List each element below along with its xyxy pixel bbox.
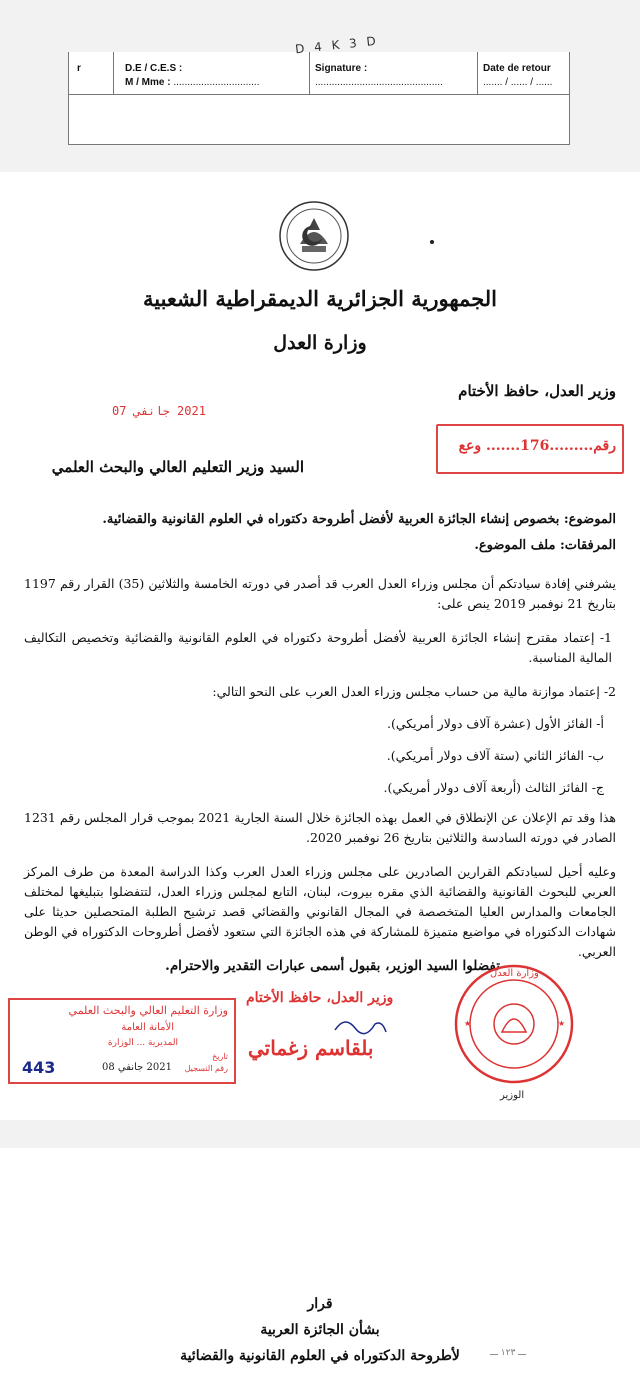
ministry-seal-icon [452,962,576,1086]
receipt-stamp [8,998,236,1084]
letter-page [0,172,640,1120]
svg-text:★: ★ [558,1019,566,1028]
receipt-stamp-line-3: المديرية ... الوزارة [107,1038,178,1048]
seal-top-text: وزارة العدل [490,968,539,979]
dot-mark [430,240,434,244]
paragraph-3: وعليه أحيل لسيادتكم القرارين الصادرين على مجلس وزراء العدل العرب وكذا الدراسة المعدة من طرف المركز العربي للبحوث القانونية والقضائية الذي مقره بيروت، لبنان، التابع لمجلس وزراء العدل، لتتفضلوا بتبليغها لمختلف الجامعات والمدارس العليا المتخصصة في المجال القانوني والقضائي قصد ترشيح الطلبة المتحصلين حديثا على شهادات الدكتوراه في مواضيع متميزة للمشاركة في هذه الجائزة التي ستعود لأفضل أطروحات الدكتوراه في الوطن العربي. [24,864,616,959]
signature-name: بلقاسم زغماتي [248,1036,374,1060]
recipient: السيد وزير التعليم العالي والبحث العلمي [51,458,304,476]
svg-text:★: ★ [464,1019,472,1028]
decision-margin-note: ـــ ١٢٣ ـــ [490,1348,527,1358]
republic-title: الجمهورية الجزائرية الديمقراطية الشعبية [142,286,497,311]
slip-partial-handwriting: D 4 K 3 D [294,33,380,57]
paragraph-1: يشرفني إفادة سيادتكم أن مجلس وزراء العدل العرب قد أصدر في دورته الخامسة والثلاثين (35) القرار رقم 1197 بتاريخ 21 نوفمبر 2019 ينص على: [24,576,616,611]
closing-line: تفضلوا السيد الوزير، بقبول أسمى عبارات التقدير والاحترام. [165,958,500,974]
receipt-stamp-line-1: وزارة التعليم العالي والبحث العلمي [68,1004,228,1017]
slip-col-left-glyph: r [77,63,81,74]
slip-col-left [69,52,114,95]
slip-col-date-retour [477,52,569,95]
item-2: 2- إعتماد موازنة مالية من حساب مجلس وزراء العدل العرب على النحو التالي: [212,684,616,699]
date-retour-label: Date de retour [483,63,551,74]
signature-label: Signature : [315,63,368,74]
subject: الموضوع: بخصوص إنشاء الجائزة العربية لأفضل أطروحة دكتوراه في العلوم القانونية والقضائية. [102,512,616,527]
algeria-emblem-icon [278,200,350,272]
receipt-stamp-num-label: رقم التسجيل [184,1064,228,1073]
slip-col-signature [309,52,478,95]
sender-line: وزير العدل، حافظ الأختام [458,382,616,400]
mm-row [125,77,259,88]
attachments: المرفقات: ملف الموضوع. [474,538,616,553]
receipt-stamp-date: 2021 جانفي 08 [102,1062,172,1073]
receipt-stamp-line-2: الأمانة العامة [121,1022,174,1033]
paragraph-2: هذا وقد تم الإعلان عن الإنطلاق في العمل بهذه الجائزة خلال السنة الجارية 2021 بموجب قرار المجلس رقم 1231 الصادر في دورته السادسة والثلاثين بتاريخ 26 نوفمبر 2020. [24,810,616,845]
prize-c: ج- الفائز الثالث (أربعة آلاف دولار أمريكي). [383,780,604,795]
decision-page [0,1148,640,1386]
reference-number-stamp [436,424,624,474]
prize-b: ب- الفائز الثاني (ستة آلاف دولار أمريكي). [386,748,604,763]
signature-dots: .............................................. [315,77,443,88]
mm-dots: ............................... [173,77,260,88]
routing-slip [68,33,570,145]
slip-col-de-ces [113,52,310,95]
ministry-title: وزارة العدل [273,332,367,354]
mm-label: M / Mme : [125,77,171,88]
date-retour-value: ....... / ...... / ...... [483,77,553,88]
receipt-stamp-number: 443 [22,1058,56,1077]
seal-bottom-text: الوزير [500,1090,525,1101]
item-1: 1- إعتماد مقترح إنشاء الجائزة العربية لأفضل أطروحة دكتوراه في العلوم القانونية والقضائية وتخصيص التكاليف المالية المناسبة. [24,630,612,665]
de-ces-label: D.E / C.E.S : [125,63,183,74]
decision-line-2: لأطروحة الدكتوراه في العلوم القانونية والقضائية [180,1348,460,1364]
ministry-seal [452,962,576,1101]
receipt-stamp-date-label: تاريخ [212,1052,228,1061]
signature-title: وزير العدل، حافظ الأختام [246,990,394,1006]
prize-a: أ- الفائز الأول (عشرة آلاف دولار أمريكي). [386,716,604,731]
decision-title: قرار [307,1296,333,1312]
decision-line-1: بشأن الجائزة العربية [260,1322,380,1338]
date-stamp: 2021 جانفي 07 [112,404,206,418]
reference-number: رقم.........176....... وعع [458,438,616,454]
